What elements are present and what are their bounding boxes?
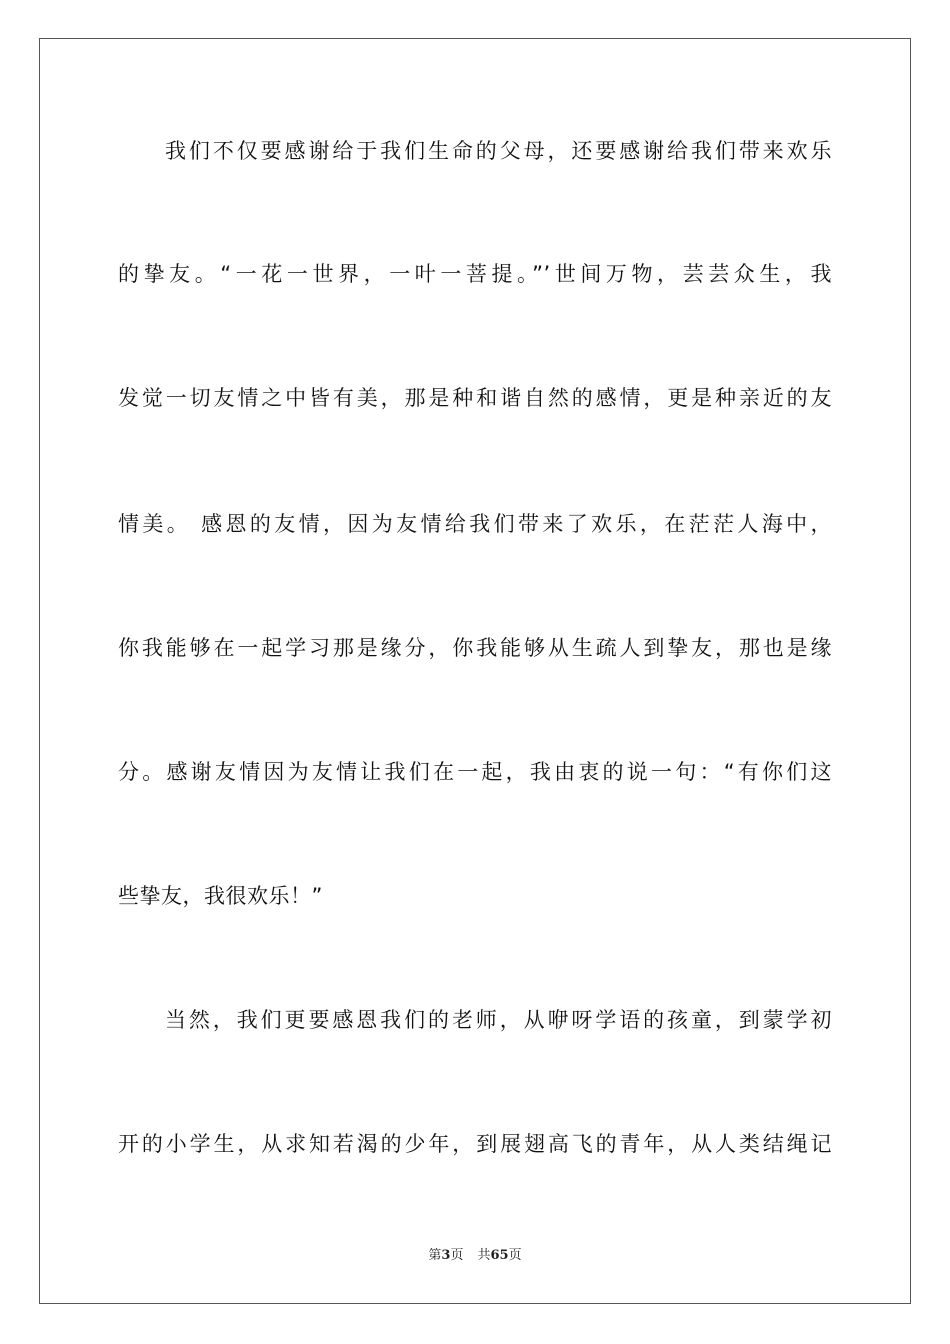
paragraph-2-line-2: 开的小学生，从求知若渴的少年，到展翅高飞的青年，从人类结绳记 [118, 1132, 832, 1156]
footer-total-suffix: 页 [508, 1248, 522, 1263]
paragraph-1-line-1: 我们不仅要感谢给于我们生命的父母，还要感谢给我们带来欢乐 [165, 139, 832, 163]
footer-page-suffix: 页 [450, 1248, 464, 1263]
footer-page-prefix: 第 [428, 1248, 442, 1263]
footer-total-pages: 65 [490, 1248, 509, 1263]
paragraph-1-line-3: 发觉一切友情之中皆有美，那是种和谐自然的感情，更是种亲近的友 [118, 386, 832, 410]
footer-total-prefix: 共 [477, 1248, 491, 1263]
paragraph-1-line-4: 情美。 感恩的友情，因为友情给我们带来了欢乐，在茫茫人海中， [118, 512, 832, 536]
paragraph-2-line-1: 当然，我们更要感恩我们的老师，从咿呀学语的孩童，到蒙学初 [165, 1008, 832, 1032]
paragraph-1-line-2: 的挚友。“一花一世界，一叶一菩提。”’世间万物，芸芸众生，我 [118, 262, 832, 286]
page-border [39, 38, 911, 1304]
paragraph-1-line-5: 你我能够在一起学习那是缘分，你我能够从生疏人到挚友，那也是缘 [118, 636, 832, 660]
footer-page-number: 3 [441, 1248, 451, 1263]
paragraph-1-line-6: 分。感谢友情因为友情让我们在一起，我由衷的说一句：“有你们这 [118, 760, 832, 784]
page-footer [0, 1246, 950, 1266]
paragraph-1-line-7: 些挚友，我很欢乐！” [118, 884, 323, 908]
